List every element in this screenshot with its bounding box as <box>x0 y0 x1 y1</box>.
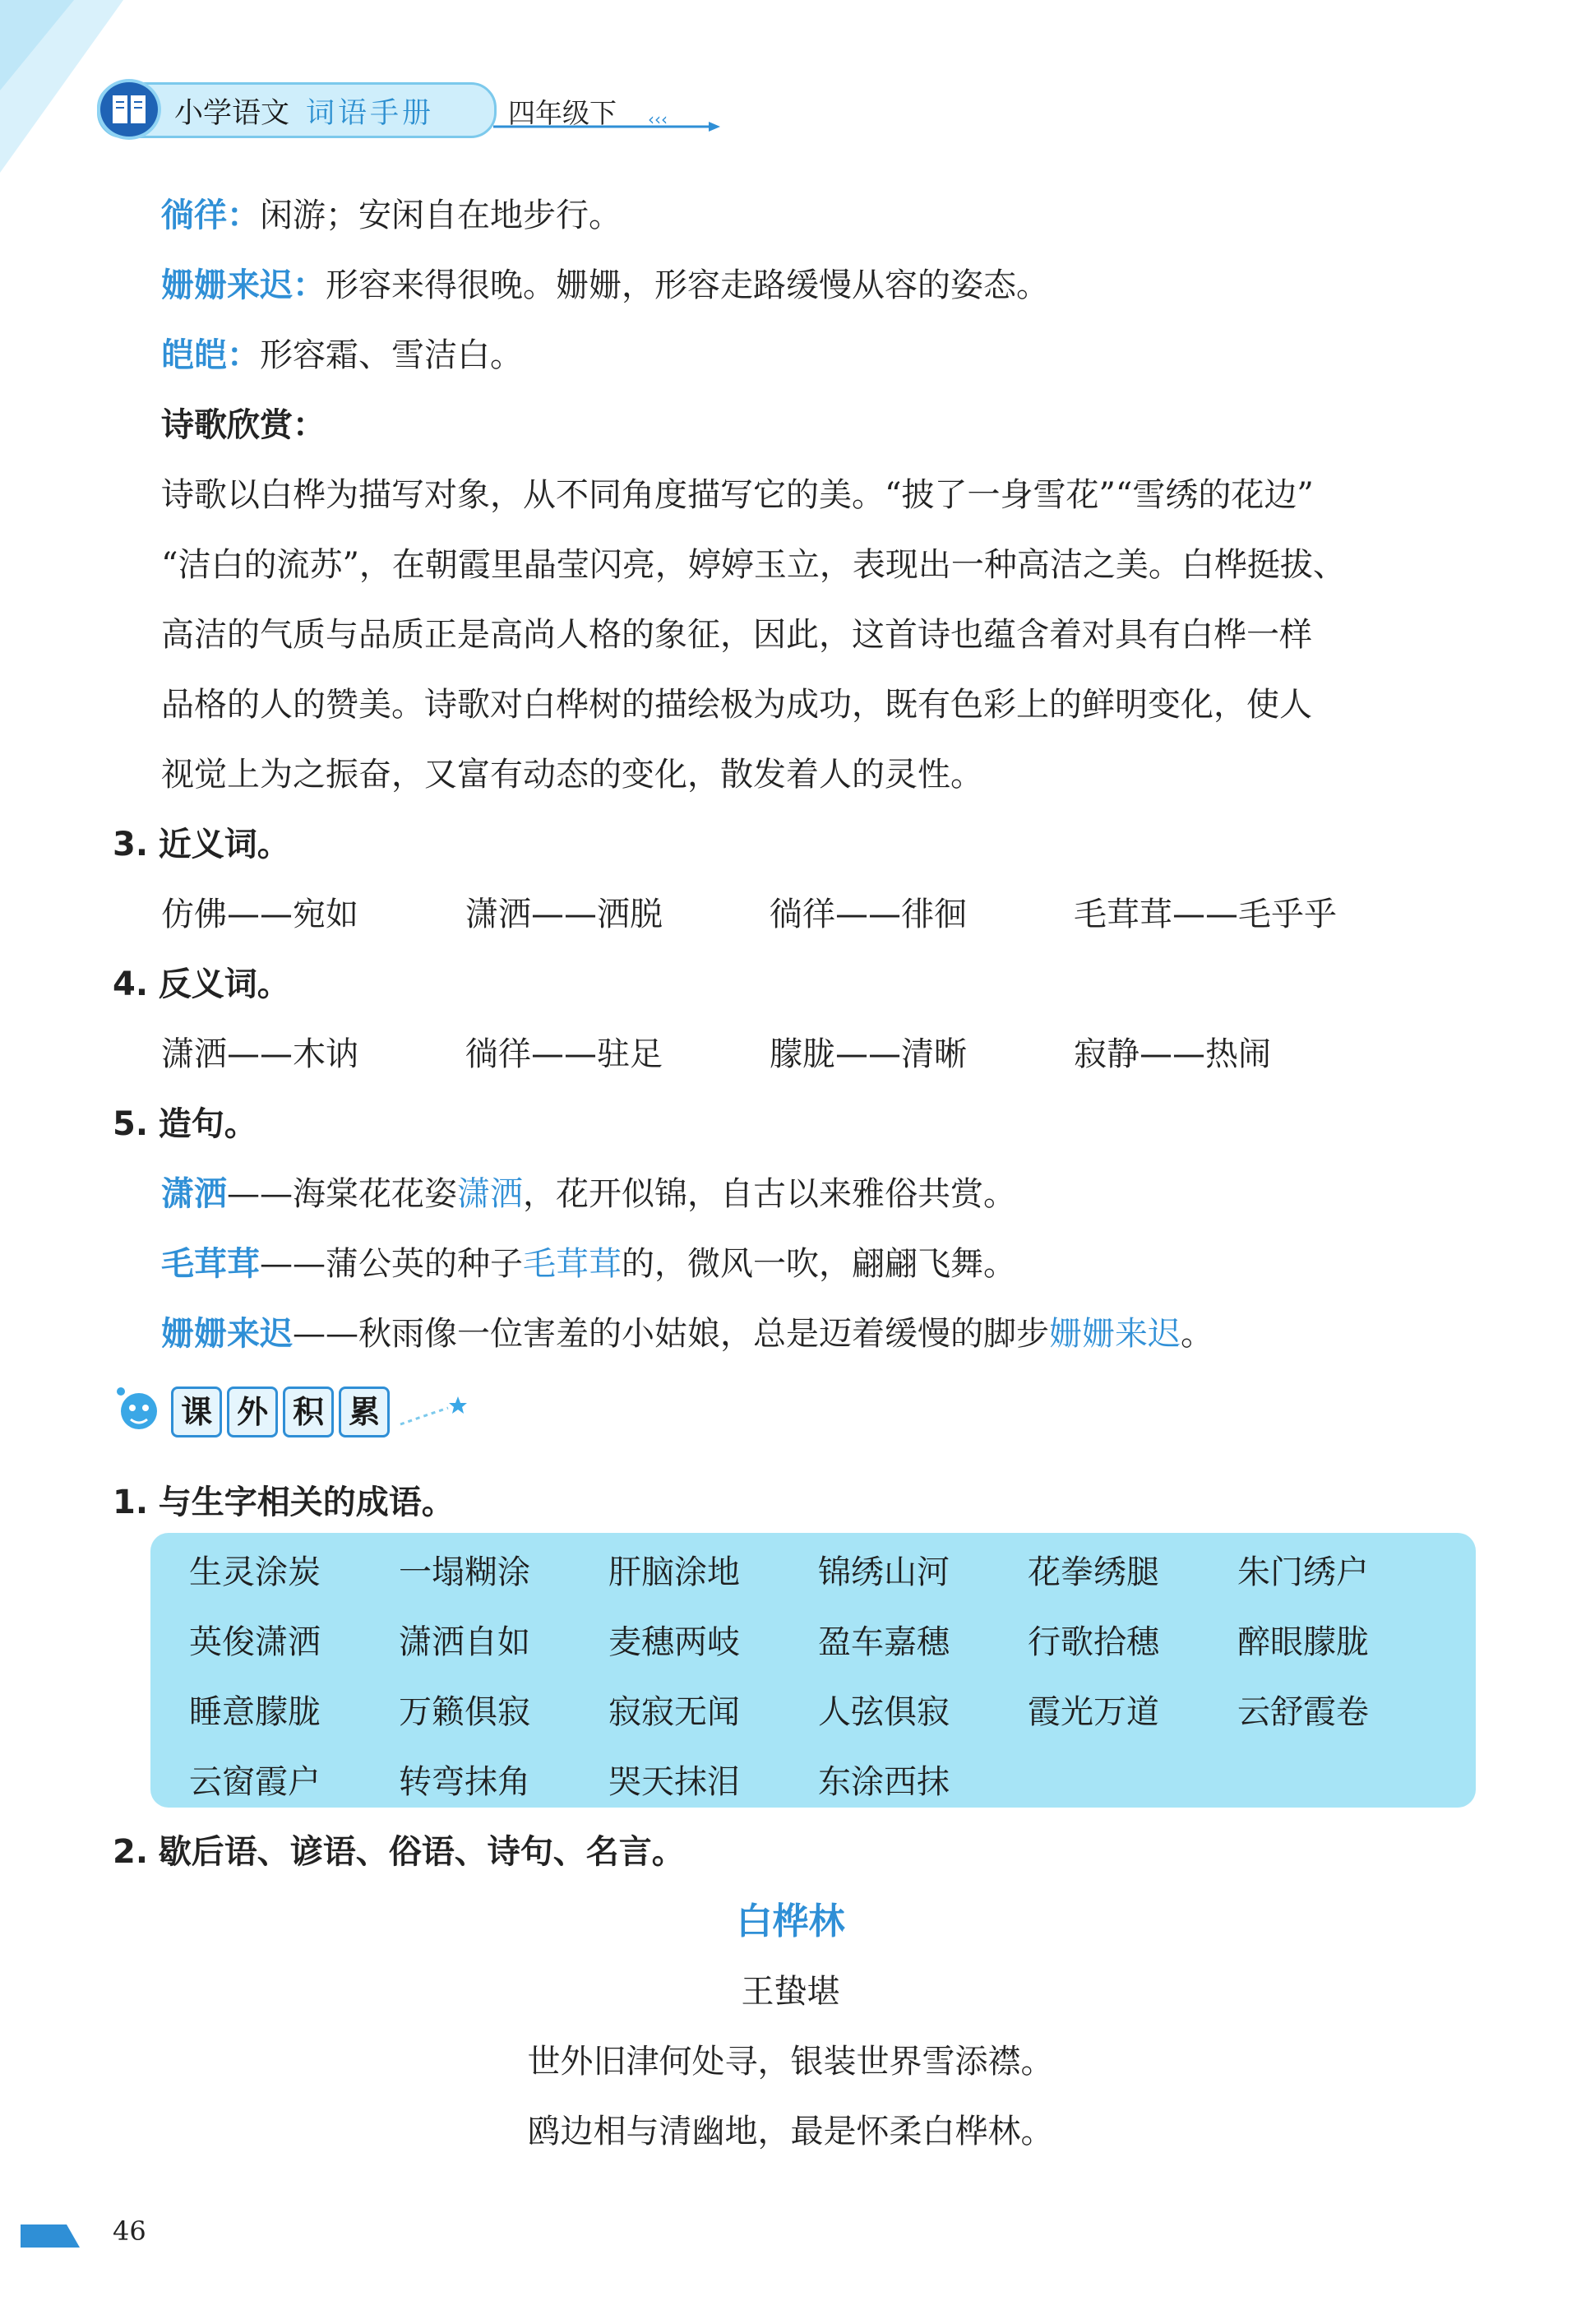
synonym-pair: 潇洒——洒脱 <box>465 896 663 933</box>
definition-text: 形容来得很晚。姗姗，形容走路缓慢从容的姿态。 <box>326 266 1049 304</box>
definition-term: 徜徉 <box>161 197 227 234</box>
idiom: 花拳绣腿 <box>1028 1553 1159 1591</box>
idiom: 盈车嘉穗 <box>818 1623 950 1661</box>
sentence-item: 潇洒——海棠花花姿潇洒，花开似锦，自古以来雅俗共赏。 <box>161 1175 1016 1213</box>
poem-title: 白桦林 <box>736 1900 845 1942</box>
idiom: 醉眼朦胧 <box>1237 1623 1369 1661</box>
page-number: 46 <box>113 2215 146 2247</box>
sayings-heading: 2. 歇后语、谚语、俗语、诗句、名言。 <box>113 1833 685 1871</box>
idiom: 寂寂无闻 <box>608 1693 740 1731</box>
definition-item: 皑皑：形容霜、雪洁白。 <box>161 336 523 374</box>
idiom: 行歌拾穗 <box>1028 1623 1159 1661</box>
cartoon-mascot-icon <box>111 1383 167 1441</box>
idiom: 肝脑涂地 <box>608 1553 740 1591</box>
sentences-heading: 5. 造句。 <box>113 1105 257 1143</box>
appreciation-line: 高洁的气质与品质正是高尚人格的象征，因此，这首诗也蕴含着对具有白桦一样 <box>161 616 1312 654</box>
definition-term: 姗姗来迟 <box>161 266 293 304</box>
idiom: 英俊潇洒 <box>189 1623 321 1661</box>
antonym-pair: 寂静——热闹 <box>1074 1035 1271 1073</box>
antonym-pair: 徜徉——驻足 <box>465 1035 663 1073</box>
idiom: 潇洒自如 <box>399 1623 530 1661</box>
section-char: 积 <box>283 1387 334 1437</box>
idiom: 麦穗两岐 <box>608 1623 740 1661</box>
section-char: 外 <box>227 1387 278 1437</box>
idiom: 锦绣山河 <box>818 1553 950 1591</box>
appreciation-line: 视觉上为之振奋，又富有动态的变化，散发着人的灵性。 <box>161 756 983 794</box>
appreciation-line: 诗歌以白桦为描写对象，从不同角度描写它的美。“披了一身雪花”“雪绣的花边” <box>161 476 1314 514</box>
idiom: 东涂西抹 <box>818 1763 950 1801</box>
idiom: 霞光万道 <box>1028 1693 1159 1731</box>
idiom: 转弯抹角 <box>399 1763 530 1801</box>
sentence-item: 姗姗来迟——秋雨像一位害羞的小姑娘，总是迈着缓慢的脚步姗姗来迟。 <box>161 1315 1213 1353</box>
idiom: 人弦俱寂 <box>818 1693 950 1731</box>
sparkle-decoration-icon <box>399 1391 473 1433</box>
antonym-pair: 朦胧——清晰 <box>770 1035 967 1073</box>
definition-text: 形容霜、雪洁白。 <box>260 336 523 374</box>
antonyms-heading: 4. 反义词。 <box>113 965 290 1003</box>
synonym-pair: 徜徉——徘徊 <box>770 896 967 933</box>
appreciation-line: “洁白的流苏”，在朝霞里晶莹闪亮，婷婷玉立，表现出一种高洁之美。白桦挺拔、 <box>161 546 1346 584</box>
page-tab-decoration <box>21 2224 80 2248</box>
header-title-book: 词语手册 <box>306 97 435 130</box>
idioms-heading: 1. 与生字相关的成语。 <box>113 1484 455 1521</box>
appreciation-line: 品格的人的赞美。诗歌对白桦树的描绘极为成功，既有色彩上的鲜明变化，使人 <box>161 686 1312 724</box>
book-icon <box>97 79 161 140</box>
synonym-pair: 仿佛——宛如 <box>161 896 358 933</box>
section-char: 课 <box>171 1387 222 1437</box>
sentence-item: 毛茸茸——蒲公英的种子毛茸茸的，微风一吹，翩翩飞舞。 <box>161 1245 1016 1283</box>
definition-term: 皑皑 <box>161 336 227 374</box>
synonym-pair: 毛茸茸——毛乎乎 <box>1074 896 1337 933</box>
idiom: 哭天抹泪 <box>608 1763 740 1801</box>
synonyms-heading: 3. 近义词。 <box>113 826 290 863</box>
header-grade: 四年级下 <box>508 97 617 129</box>
idiom: 生灵涂炭 <box>189 1553 321 1591</box>
idiom: 一塌糊涂 <box>399 1553 530 1591</box>
definition-item: 徜徉：闲游；安闲自在地步行。 <box>161 197 622 234</box>
poem-line: 鸥边相与清幽地，最是怀柔白桦林。 <box>527 2113 1054 2150</box>
idiom: 万籁俱寂 <box>399 1693 530 1731</box>
header-title-subject: 小学语文 <box>174 97 290 130</box>
poem-line: 世外旧津何处寻，银装世界雪添襟。 <box>527 2043 1054 2081</box>
section-heading-badge <box>111 1383 473 1441</box>
idiom: 云窗霞户 <box>189 1763 321 1801</box>
idiom: 睡意朦胧 <box>189 1693 321 1731</box>
idiom: 朱门绣户 <box>1237 1553 1369 1591</box>
appreciation-heading: 诗歌欣赏： <box>161 406 326 444</box>
section-char: 累 <box>339 1387 390 1437</box>
antonym-pair: 潇洒——木讷 <box>161 1035 358 1073</box>
header-arrow-decoration <box>493 115 723 140</box>
definition-text: 闲游；安闲自在地步行。 <box>260 197 622 234</box>
definition-item: 姗姗来迟：形容来得很晚。姗姗，形容走路缓慢从容的姿态。 <box>161 266 1049 304</box>
svg-text:‹‹‹: ‹‹‹ <box>648 115 668 129</box>
poem-author: 王蛰堪 <box>741 1973 840 2011</box>
idiom: 云舒霞卷 <box>1237 1693 1369 1731</box>
corner-decoration <box>0 0 123 173</box>
